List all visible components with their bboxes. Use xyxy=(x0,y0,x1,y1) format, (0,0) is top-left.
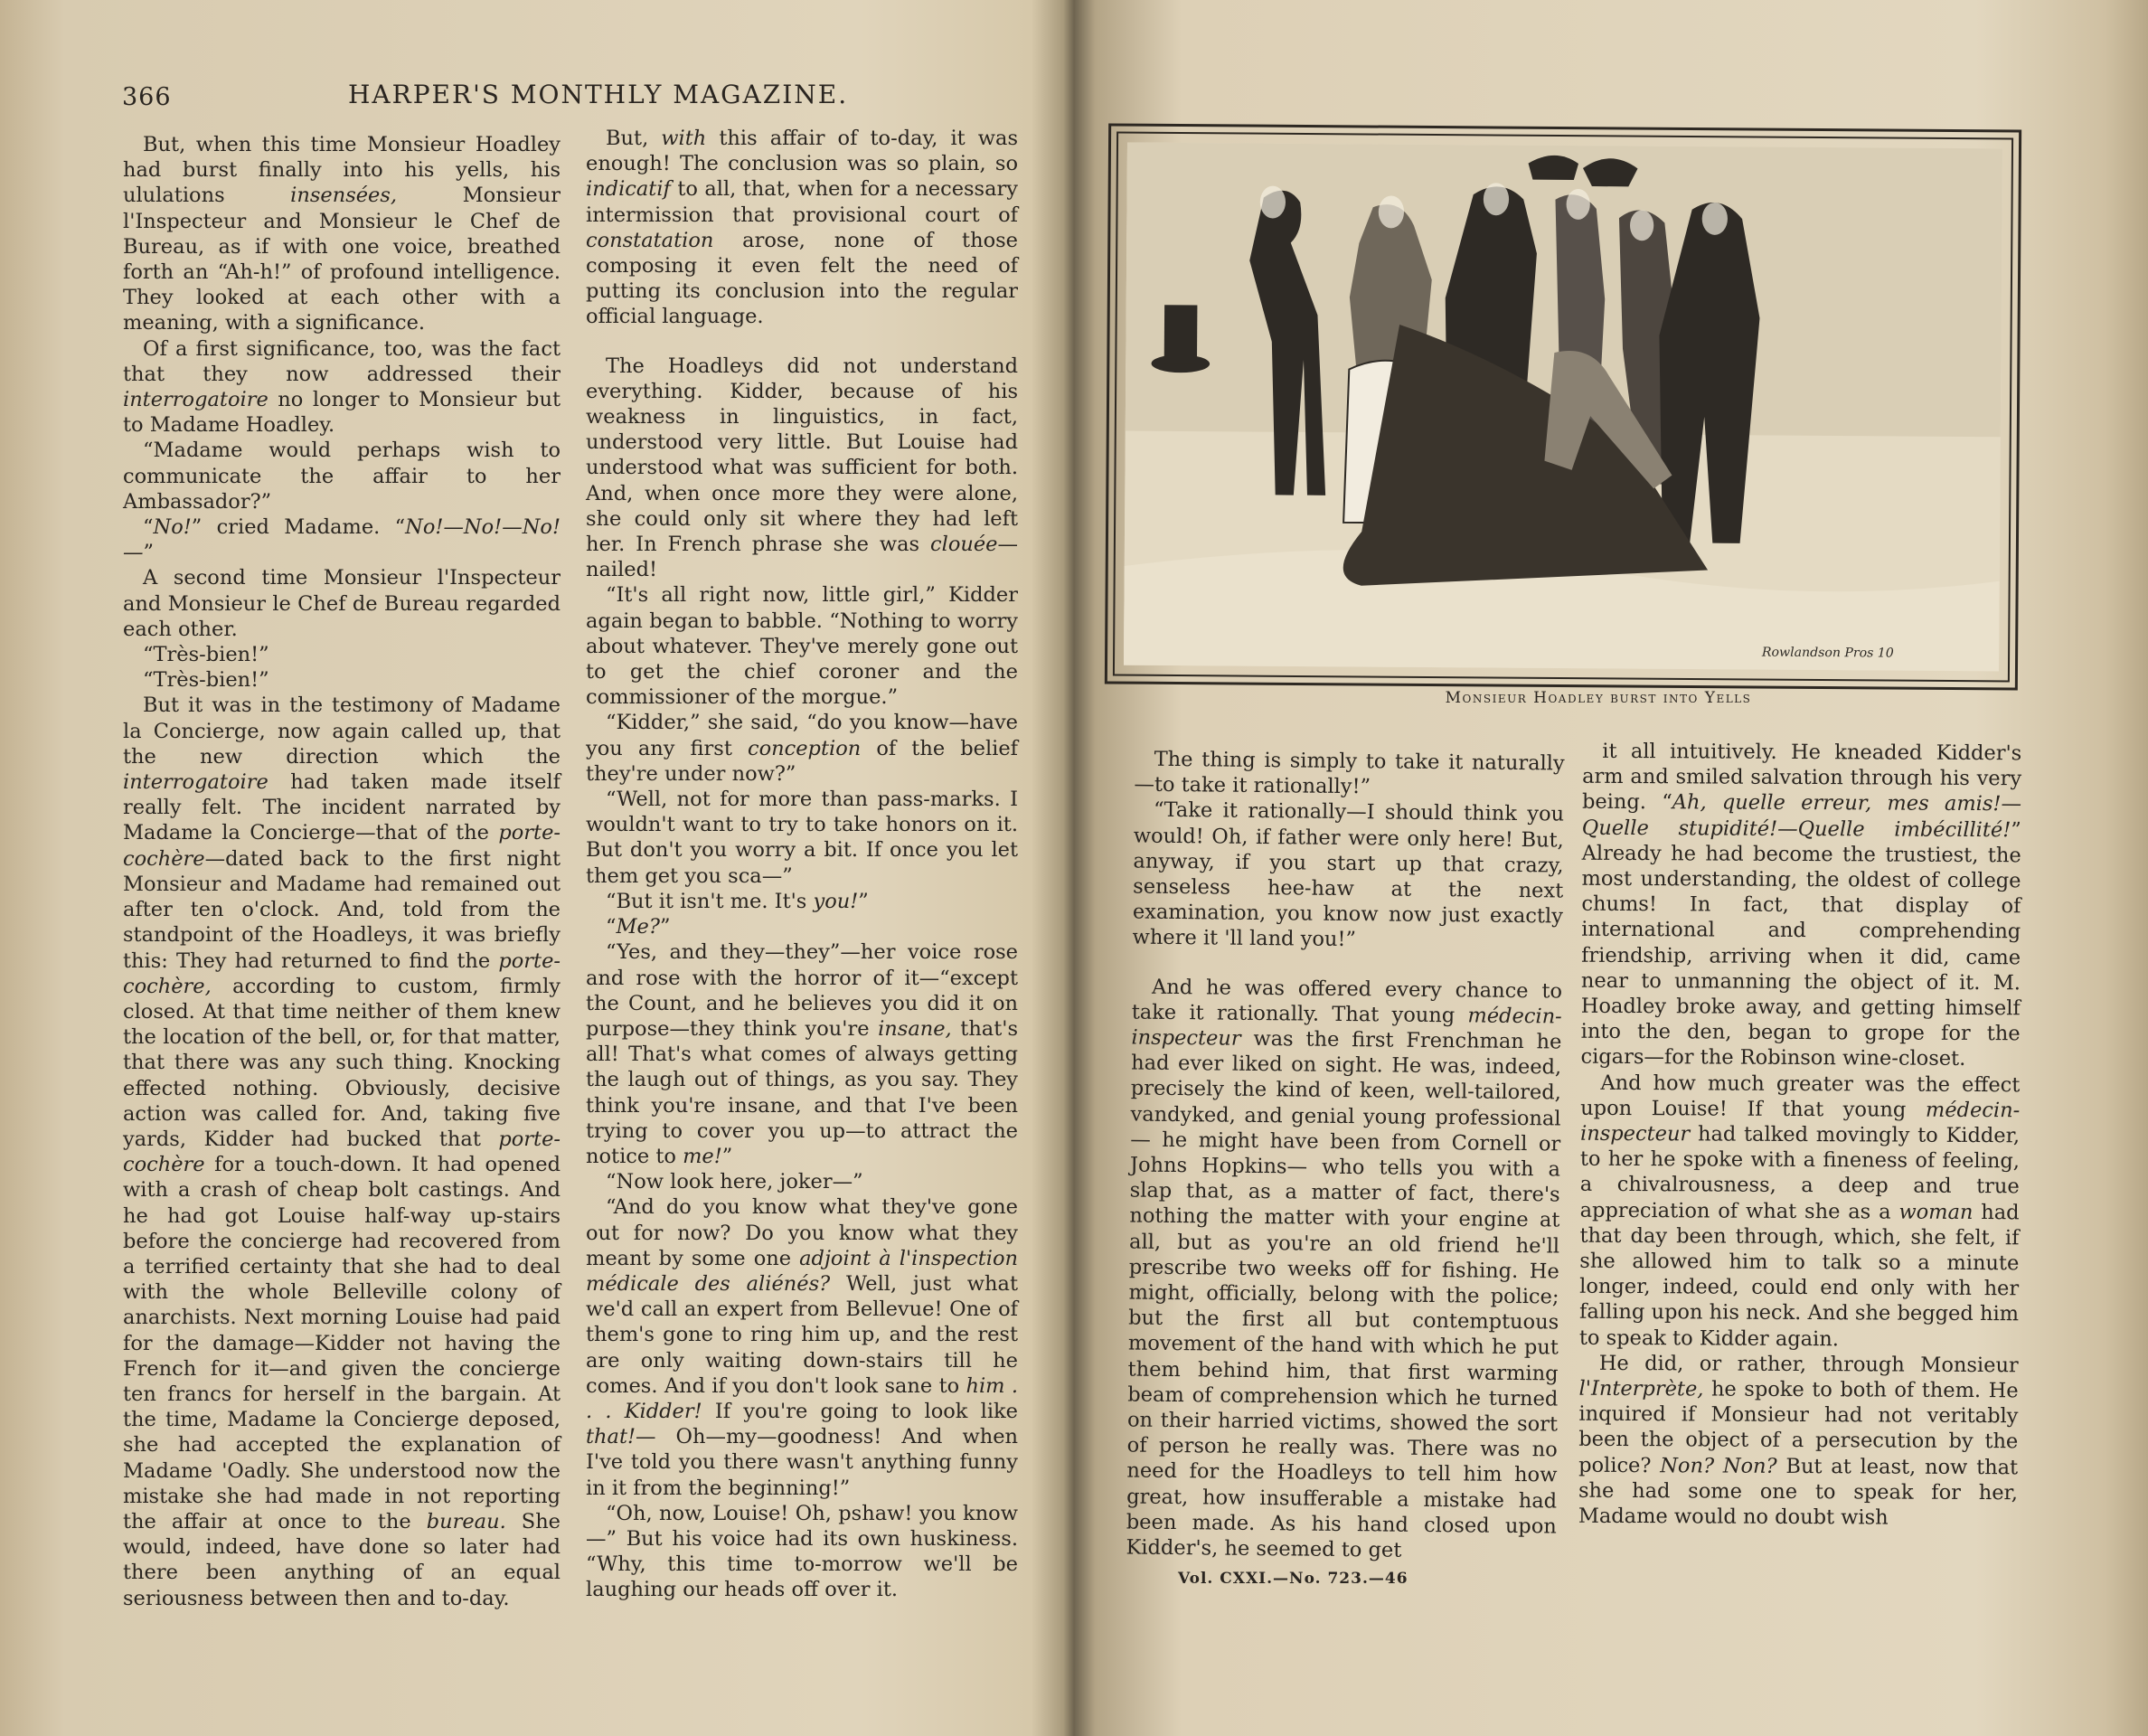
paragraph: “No!” cried Madame. “No!—No!—No!—” xyxy=(123,515,561,565)
page-number: 366 xyxy=(122,83,172,111)
paragraph: Of a first significance, too, was the fact that they now addressed their interrogatoire no longer to Monsieur but to Madame Hoadley. xyxy=(123,336,561,438)
paragraph: “Madame would perhaps wish to communicate the affair to her Ambassador?” xyxy=(123,439,561,514)
paragraph: “But it isn't me. It's you!” xyxy=(606,889,869,913)
paragraph: And he was offered every chance to take it rationally. That young médecin-inspecteur was the first Frenchman he had ever liked on sight. He was, indeed, precisely the kind of keen, well-tailored, vandyked, and genial young professional — he might have been from Cornell or Johns Hopkins— who tells you with a slap that, as a matter of fact, there's nothing the matter with your engine at all, but as you're an old friend he'll prescribe two weeks off for fishing. He might, officially, belong with the police; but the first all but contemptuous movement of the hand with which he put them behind him, that first warming beam of comprehension which he turned on their harried victims, showed the sort of person he really was. There was no need for the Hoadleys to tell him how great, how insufferable a mistake had been made. As his hand closed upon Kidder's, he seemed to get xyxy=(1126,975,1563,1562)
paragraph: “Now look here, joker—” xyxy=(606,1170,863,1194)
illustration-caption: Monsieur Hoadley burst into Yells xyxy=(1445,689,1752,707)
paragraph: But, with this affair of to-day, it was enough! The conclusion was so plain, so indicatif to all, that, when for a necessary intermission that provisional court of constatation arose, none of those composing it even felt the need of putting its conclusion into the regular official language. xyxy=(586,127,1018,329)
paragraph: He did, or rather, through Monsieur l'Interprète, he spoke to both of them. He inquired if Monsieur had not veritably been the object of a persecution by the police? Non? Non? But at least, now that she had some one to speak for her, Madame would no doubt wish xyxy=(1578,1351,2019,1530)
paragraph: “Take it rationally—I should think you would! Oh, if father were only here! But, anyway, if you start up that crazy, senseless hee-haw at the next examination, you know now just exactly where it 'll land you!” xyxy=(1132,798,1565,952)
paragraph: “And do you know what they've gone out for now? Do you know what they meant by some one adjoint à l'inspection médicale des aliénés? Well, just what we'd call an expert from Bellevue! One of them's gone to ring him up, and the rest are only waiting down-stairs till he comes. And if you don't look sane to him . . . Kidder! If you're going to look like that!— Oh—my—goodness! And when I've told you there wasn't anything funny in it from the beginning!” xyxy=(586,1195,1019,1500)
left-page xyxy=(0,0,1049,1736)
paragraph: But, when this time Monsieur Hoadley had burst finally into his yells, his ululations insensées, Monsieur l'Inspecteur and Monsieur le Chef de Bureau, as if with one voice, breathed forth an “Ah-h!” of profound intelligence. They looked at each other with a meaning, with a significance. xyxy=(123,133,561,335)
paragraph: “Très-bien!” xyxy=(143,643,269,667)
illustration-frame xyxy=(1105,123,2021,690)
paragraph: And how much greater was the effect upon Louise! If that young médecin-inspecteur had talked movingly to Kidder, to her he spoke with a fineness of feeling, a chivalrousness, a deep and true appreciation of what she as a woman had that day been through, which, she felt, if she allowed him to talk so a minute longer, indeed, could end only with her falling upon his neck. And she begged him to speak to Kidder again. xyxy=(1578,1071,2021,1351)
right-page xyxy=(1049,0,2148,1736)
paragraph: “Oh, now, Louise! Oh, pshaw! you know—” But his voice had its own huskiness. “Why, this time to-morrow we'll be laughing our heads off over it. xyxy=(586,1501,1018,1602)
text-column-2 xyxy=(586,126,1019,1602)
paragraph: “Well, not for more than pass-marks. I wouldn't want to try to take honors on it. But don't you worry a bit. If once you let them get you sca—” xyxy=(586,788,1018,888)
text-column-1 xyxy=(123,132,561,1610)
paragraph: But it was in the testimony of Madame la Concierge, now again called up, that the new direction which the interrogatoire had taken made itself really felt. The incident narrated by Madame la Concierge—that of the porte-cochère—dated back to the first night Monsieur and Madame had remained out after ten o'clock. And, told from the standpoint of the Hoadleys, it was briefly this: They had returned to find the porte-cochère, according to custom, firmly closed. At that time neither of them knew the location of the bell, or, for that matter, that there was any such thing. Knocking effected nothing. Obviously, decisive action was called for. And, taking five yards, Kidder had bucked that porte-cochère for a touch-down. It had opened with a crash of cheap bolt castings. And he had got Louise half-way up-stairs before the concierge had recovered from a terrified certainty that she had to deal with the whole Belleville colony of anarchists. Next morning Louise had paid for the damage—Kidder not having the French for it—and given the concierge ten francs for herself in the bargain. At the time, Madame la Concierge deposed, she had accepted the explanation of Madame 'Oadly. She understood now the mistake she had made in not reporting the affair at once to the bureau. She would, indeed, have done so later had there been anything of an equal seriousness between then and to-day. xyxy=(123,693,561,1610)
paragraph: “It's all right now, little girl,” Kidder again began to babble. “Nothing to worry about whatever. They've merely gone out to get the chief coroner and the commissioner of the morgue.” xyxy=(586,583,1018,710)
paragraph: A second time Monsieur l'Inspecteur and Monsieur le Chef de Bureau regarded each other. xyxy=(123,566,561,641)
paragraph: “Kidder,” she said, “do you know—have you any first conception of the belief they're under now?” xyxy=(586,711,1018,786)
paragraph: The thing is simply to take it naturally—to take it rationally!” xyxy=(1134,747,1565,799)
paragraph: it all intuitively. He kneaded Kidder's arm and smiled salvation through his very being. “Ah, quelle erreur, mes amis!—Quelle stupidité!—Quelle imbécillité!” Already he had become the trustiest, the most understanding, the oldest of college chums! In fact, that display of international and comprehending friendship, arriving when it did, came near to unmanning the object of it. M. Hoadley broke away, and getting himself into the den, began to grope for the cigars—for the Robinson wine-closet. xyxy=(1580,739,2022,1071)
illustration xyxy=(1124,143,2002,672)
illustration-signature: Rowlandson Pros 10 xyxy=(1761,645,1894,661)
paragraph: The Hoadleys did not understand everything. Kidder, because of his weakness in linguistics, in fact, understood very little. But Louise had understood what was sufficient for both. And, when once more they were alone, she could only sit where they had left her. In French phrase she was clouée—nailed! xyxy=(586,354,1018,582)
paragraph: “Très-bien!” xyxy=(143,668,269,693)
text-column-3 xyxy=(1126,747,1565,1585)
running-head: HARPER'S MONTHLY MAGAZINE. xyxy=(348,80,849,109)
text-column-4 xyxy=(1578,739,2022,1555)
paragraph: “Yes, and they—they”—her voice rose and rose with the horror of it—“except the Count, and he believes you did it on purpose—they think you're insane, that's all! That's what comes of always getting the laugh out of things, as you say. They think you're insane, and that I've been trying to cover you up—to attract the notice to me!” xyxy=(586,940,1018,1168)
volume-footer: Vol. CXXI.—No. 723.—46 xyxy=(1178,1570,1408,1588)
paragraph: “Me?” xyxy=(606,915,671,939)
